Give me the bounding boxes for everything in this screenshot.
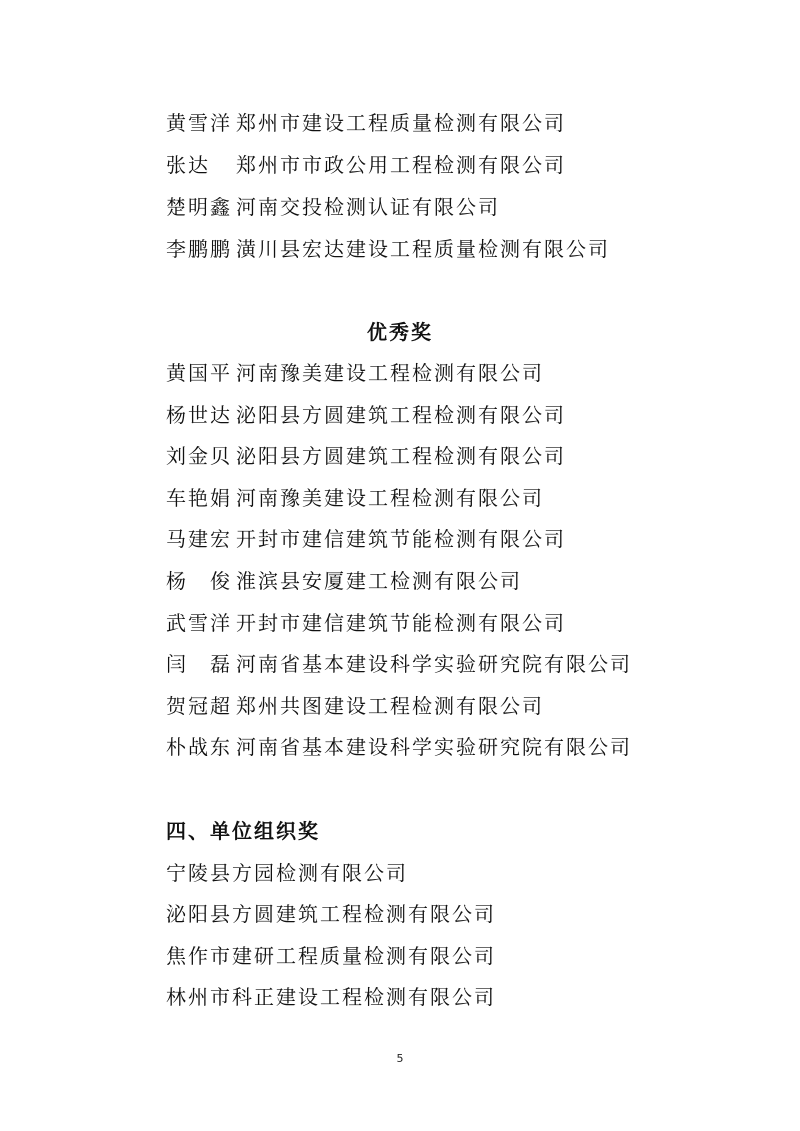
unit-entry: 泌阳县方圆建筑工程检测有限公司: [166, 902, 496, 926]
award-entry: [166, 735, 632, 759]
award-entry: [166, 195, 500, 219]
person-name: 朴战东: [166, 735, 232, 759]
section-title: 四、单位组织奖: [166, 819, 320, 843]
person-name: 车艳娟: [166, 486, 232, 510]
person-name: 楚明鑫: [166, 195, 232, 219]
award-entry: [166, 153, 566, 177]
organization-name: 河南豫美建设工程检测有限公司: [236, 361, 544, 385]
award-entry: [166, 527, 566, 551]
page-number: 5: [396, 1052, 404, 1065]
person-name: 杨世达: [166, 403, 232, 427]
organization-name: 泌阳县方圆建筑工程检测有限公司: [236, 403, 566, 427]
award-entry: [166, 694, 544, 718]
person-name: 闫 磊: [166, 652, 232, 676]
person-name: 贺冠超: [166, 694, 232, 718]
person-name: 黄国平: [166, 361, 232, 385]
person-name: 张达: [166, 153, 210, 177]
award-entry: [166, 486, 544, 510]
organization-name: 潢川县宏达建设工程质量检测有限公司: [236, 237, 610, 261]
organization-name: 淮滨县安厦建工检测有限公司: [236, 569, 522, 593]
person-name: 杨 俊: [166, 569, 232, 593]
organization-name: 开封市建信建筑节能检测有限公司: [236, 611, 566, 635]
award-entry: [166, 444, 566, 468]
organization-name: 郑州市市政公用工程检测有限公司: [236, 153, 566, 177]
person-name: 黄雪洋: [166, 111, 232, 135]
organization-name: 河南豫美建设工程检测有限公司: [236, 486, 544, 510]
award-entry: [166, 361, 544, 385]
person-name: 刘金贝: [166, 444, 232, 468]
person-name: 武雪洋: [166, 611, 232, 635]
award-entry: [166, 652, 632, 676]
award-entry: [166, 403, 566, 427]
organization-name: 开封市建信建筑节能检测有限公司: [236, 527, 566, 551]
excellence-award-heading: 优秀奖: [367, 320, 433, 344]
organization-name: 河南交投检测认证有限公司: [236, 195, 500, 219]
unit-entry: 宁陵县方园检测有限公司: [166, 861, 408, 885]
award-entry: [166, 237, 610, 261]
unit-entry: 林州市科正建设工程检测有限公司: [166, 985, 496, 1009]
organization-name: 郑州市建设工程质量检测有限公司: [236, 111, 566, 135]
organization-name: 郑州共图建设工程检测有限公司: [236, 694, 544, 718]
person-name: 李鹏鹏: [166, 237, 232, 261]
organization-name: 泌阳县方圆建筑工程检测有限公司: [236, 444, 566, 468]
person-name: 马建宏: [166, 527, 232, 551]
award-entry: [166, 111, 566, 135]
award-entry: [166, 569, 522, 593]
unit-entry: 焦作市建研工程质量检测有限公司: [166, 944, 496, 968]
organization-name: 河南省基本建设科学实验研究院有限公司: [236, 735, 632, 759]
award-entry: [166, 611, 566, 635]
organization-name: 河南省基本建设科学实验研究院有限公司: [236, 652, 632, 676]
